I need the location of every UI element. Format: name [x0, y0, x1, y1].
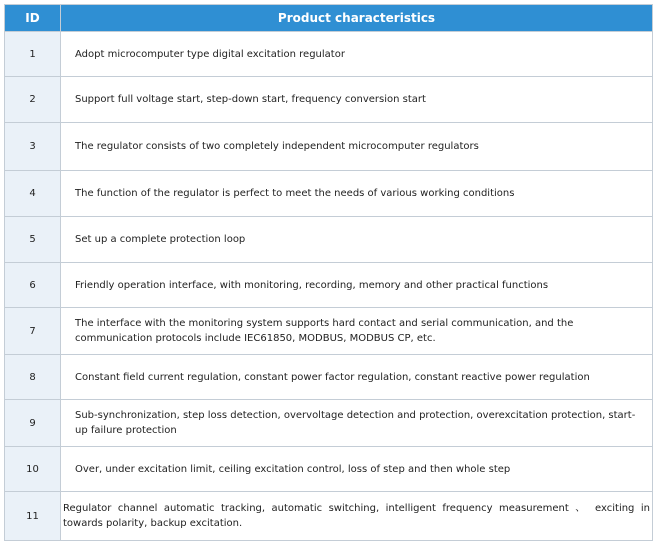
row-id: 6 — [5, 263, 61, 308]
table-header-row — [5, 5, 653, 32]
id-column-header: ID — [5, 5, 61, 32]
row-characteristic: The function of the regulator is perfect to meet the needs of various working conditions — [61, 171, 653, 217]
row-characteristic: Over, under excitation limit, ceiling excitation control, loss of step and then whole step — [61, 447, 653, 492]
row-characteristic: The interface with the monitoring system supports hard contact and serial communication, and the communication protocols include IEC61850, MODBUS, MODBUS CP, etc. — [61, 308, 653, 355]
row-characteristic: Set up a complete protection loop — [61, 217, 653, 263]
row-id: 7 — [5, 308, 61, 355]
row-id: 3 — [5, 123, 61, 171]
table-row — [5, 32, 653, 77]
table-row — [5, 263, 653, 308]
product-characteristics-table — [4, 4, 653, 541]
row-characteristic: Friendly operation interface, with monitoring, recording, memory and other practical functions — [61, 263, 653, 308]
table-row — [5, 355, 653, 400]
row-characteristic: Regulator channel automatic tracking, automatic switching, intelligent frequency measurement 、 exciting in towards polarity, backup excitation. — [61, 492, 653, 541]
table-row — [5, 492, 653, 541]
table-row — [5, 308, 653, 355]
row-characteristic: Constant field current regulation, constant power factor regulation, constant reactive power regulation — [61, 355, 653, 400]
row-id: 9 — [5, 400, 61, 447]
characteristics-column-header: Product characteristics — [61, 5, 653, 32]
row-id: 11 — [5, 492, 61, 541]
row-id: 8 — [5, 355, 61, 400]
table-row — [5, 447, 653, 492]
row-id: 1 — [5, 32, 61, 77]
table-row — [5, 171, 653, 217]
row-characteristic: Adopt microcomputer type digital excitation regulator — [61, 32, 653, 77]
table-row — [5, 400, 653, 447]
row-id: 10 — [5, 447, 61, 492]
table-row — [5, 123, 653, 171]
row-characteristic: The regulator consists of two completely independent microcomputer regulators — [61, 123, 653, 171]
row-characteristic: Support full voltage start, step-down start, frequency conversion start — [61, 77, 653, 123]
table-row — [5, 77, 653, 123]
row-id: 5 — [5, 217, 61, 263]
row-characteristic: Sub-synchronization, step loss detection, overvoltage detection and protection, overexcitation protection, start-up failure protection — [61, 400, 653, 447]
row-id: 2 — [5, 77, 61, 123]
table-row — [5, 217, 653, 263]
row-id: 4 — [5, 171, 61, 217]
